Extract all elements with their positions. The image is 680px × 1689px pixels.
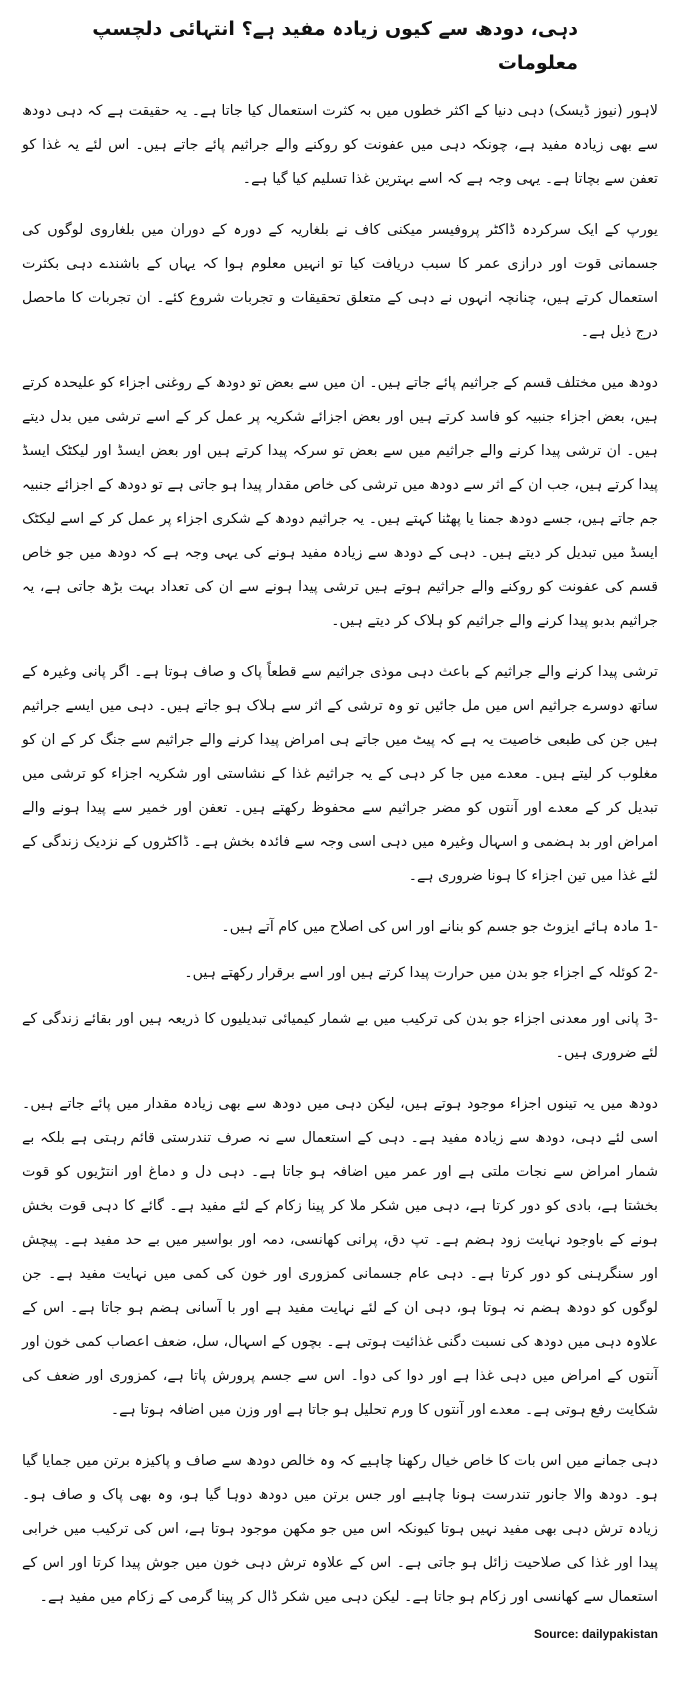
paragraph-nutrition: دودھ میں یہ تینوں اجزاء موجود ہوتے ہیں، لیکن دہی میں دودھ سے بھی زیادہ مقدار میں پائے جاتے ہیں۔ اسی لئے دہی، دودھ سے زیادہ مفید ہے۔ دہی کے استعمال سے نہ صرف تندرستی قائم رہتی ہے بلکہ بے شمار امراض سے نجات ملتی ہے اور عمر میں اضافہ ہو جاتا ہے۔ دہی دل و دماغ اور انتڑیوں کو قوت بخشتا ہے، بادی کو دور کرتا ہے، دہی میں شکر ملا کر پینا زکام کے لئے مفید ہے۔ گائے کا دہی قوت بخش ہونے کے باوجود نہایت زود ہضم ہے۔ تپ دق، پرانی کھانسی، دمہ اور بواسیر میں بے حد مفید ہے۔ پیچش اور سنگرہنی کو دور کرتا ہے۔ دہی عام جسمانی کمزوری اور خون کی کمی میں نہایت مفید ہے۔ جن لوگوں کو دودھ ہضم نہ ہوتا ہو، دہی ان کے لئے نہایت مفید ہے اور با آسانی ہضم ہو جاتا ہے۔ اس کے علاوہ دہی میں دودھ کی نسبت دگنی غذائیت ہوتی ہے۔ بچوں کے اسہال، سل، ضعف اعصاب کمی خون اور آنتوں کے امراض میں دہی غذا ہے اور دوا کی دوا۔ اس سے جسم پرورش پاتا ہے، کمزوری اور ضعف کی شکایت رفع ہوتی ہے۔ معدے اور آنتوں کا ورم تحلیل ہو جاتا ہے اور وزن میں اضافہ ہوتا ہے۔ xyxy=(22,1096,658,1418)
paragraph-benefits: ترشی پیدا کرنے والے جراثیم کے باعث دہی موذی جراثیم سے قطعاً پاک و صاف ہوتا ہے۔ اگر پانی وغیرہ کے ساتھ دوسرے جراثیم اس میں مل جائیں تو وہ ترشی کے اثر سے ہلاک ہو جاتے ہیں۔ دہی میں ایسے جراثیم ہیں جن کی طبعی خاصیت یہ ہے کہ پیٹ میں جاتے ہی امراض پیدا کرنے والے جراثیم سے جنگ کر کے ان کو مغلوب کر لیتے ہیں۔ معدے میں جا کر دہی کے یہ جراثیم غذا کے نشاستی اور شکریہ اجزاء کو ترشی میں تبدیل کر کے معدے اور آنتوں کو مضر جراثیم سے محفوظ رکھتے ہیں۔ تعفن اور خمیر سے پیدا ہونے والے امراض اور بد ہضمی و اسہال وغیرہ میں دہی اسی وجہ سے فائدہ بخش ہے۔ ڈاکٹروں کے نزدیک زندگی کے لئے غذا میں تین اجزاء کا ہونا ضروری ہے۔ xyxy=(22,664,658,884)
paragraph-bacteria: دودھ میں مختلف قسم کے جراثیم پائے جاتے ہیں۔ ان میں سے بعض تو دودھ کے روغنی اجزاء کو علیحدہ کرتے ہیں، بعض اجزاء جنبیہ کو فاسد کرتے ہیں اور بعض اجزائے شکریہ پر عمل کر کے اسے ترشی میں بدل دیتے ہیں۔ ان ترشی پیدا کرنے والے جراثیم میں سے بعض تو سرکہ پیدا کرتے ہیں اور بعض ایسڈ اور لیکٹک ایسڈ پیدا کرتے ہیں، جب ان کے اثر سے دودھ میں ترشی کی خاص مقدار پیدا ہو جاتی ہے تو دودھ کے اجزائے جنبیہ جم جاتے ہیں، جسے دودھ جمنا یا پھٹنا کہتے ہیں۔ یہ جراثیم دودھ کے شکری اجزاء پر عمل کر کے اسے لیکٹک ایسڈ میں تبدیل کر دیتے ہیں۔ دہی کے دودھ سے زیادہ مفید ہونے کی یہی وجہ ہے کہ دودھ میں جو خاص قسم کی عفونت کو روکنے والے جراثیم ہوتے ہیں ترشی پیدا ہونے سے ان کی تعداد بہت بڑھ جاتی ہے، یہ جراثیم بدبو پیدا کرنے والے جراثیم کو ہلاک کر دیتے ہیں۔ xyxy=(22,375,658,629)
list-item-2: -2 کوئلہ کے اجزاء جو بدن میں حرارت پیدا کرتے ہیں اور اسے برقرار رکھتے ہیں۔ xyxy=(184,965,658,981)
list-item-1: -1 مادہ ہائے ایزوٹ جو جسم کو بنانے اور اس کی اصلاح میں کام آتے ہیں۔ xyxy=(221,919,658,935)
paragraph-preparation: دہی جمانے میں اس بات کا خاص خیال رکھنا چاہیے کہ وہ خالص دودھ سے صاف و پاکیزہ برتن میں جمایا گیا ہو۔ دودھ والا جانور تندرست ہونا چاہیے اور جس برتن میں دودھ دوہا گیا ہو، وہ بھی پاک و صاف ہو۔ زیادہ ترش دہی بھی مفید نہیں ہوتا کیونکہ اس میں جو مکھن موجود ہوتا ہے، اس کی ترکیب میں خرابی پیدا اور غذا کی صلاحیت زائل ہو جاتی ہے۔ اس کے علاوہ ترش دہی خون میں جوش پیدا کرتا اور اس کے استعمال سے کھانسی اور زکام ہو جاتا ہے۔ لیکن دہی میں شکر ڈال کر پینا گرمی کے زکام میں مفید ہے۔ xyxy=(22,1453,658,1605)
article xyxy=(22,12,658,1677)
list-item-3: -3 پانی اور معدنی اجزاء جو بدن کی ترکیب میں بے شمار کیمیائی تبدیلیوں کا ذریعہ ہیں اور بقائے زندگی کے لئے ضروری ہیں۔ xyxy=(22,1011,658,1061)
source-credit: Source: dailypakistan xyxy=(533,1627,658,1641)
article-title: دہی، دودھ سے کیوں زیادہ مفید ہے؟ انتہائی دلچسپ معلومات xyxy=(92,18,578,74)
paragraph-research: یورپ کے ایک سرکردہ ڈاکٹر پروفیسر میکنی کاف نے بلغاریہ کے دورہ کے دوران میں بلغاروی لوگوں کی جسمانی قوت اور درازی عمر کا سبب دریافت کیا تو انہیں معلوم ہوا کہ یہاں کے باشندے دہی بکثرت استعمال کرتے ہیں، چنانچہ انہوں نے دہی کے متعلق تحقیقات و تجربات شروع کئے۔ ان تجربات کا ماحصل درج ذیل ہے۔ xyxy=(22,222,658,340)
paragraph-intro: لاہور (نیوز ڈیسک) دہی دنیا کے اکثر خطوں میں بہ کثرت استعمال کیا جاتا ہے۔ یہ حقیقت ہے کہ دہی دودھ سے بھی زیادہ مفید ہے، چونکہ دہی میں عفونت کو روکنے والے جراثیم پائے جاتے ہیں۔ اس لئے یہ غذا کو تعفن سے بچاتا ہے۔ یہی وجہ ہے کہ اسے بہترین غذا تسلیم کیا گیا ہے۔ xyxy=(22,103,658,187)
